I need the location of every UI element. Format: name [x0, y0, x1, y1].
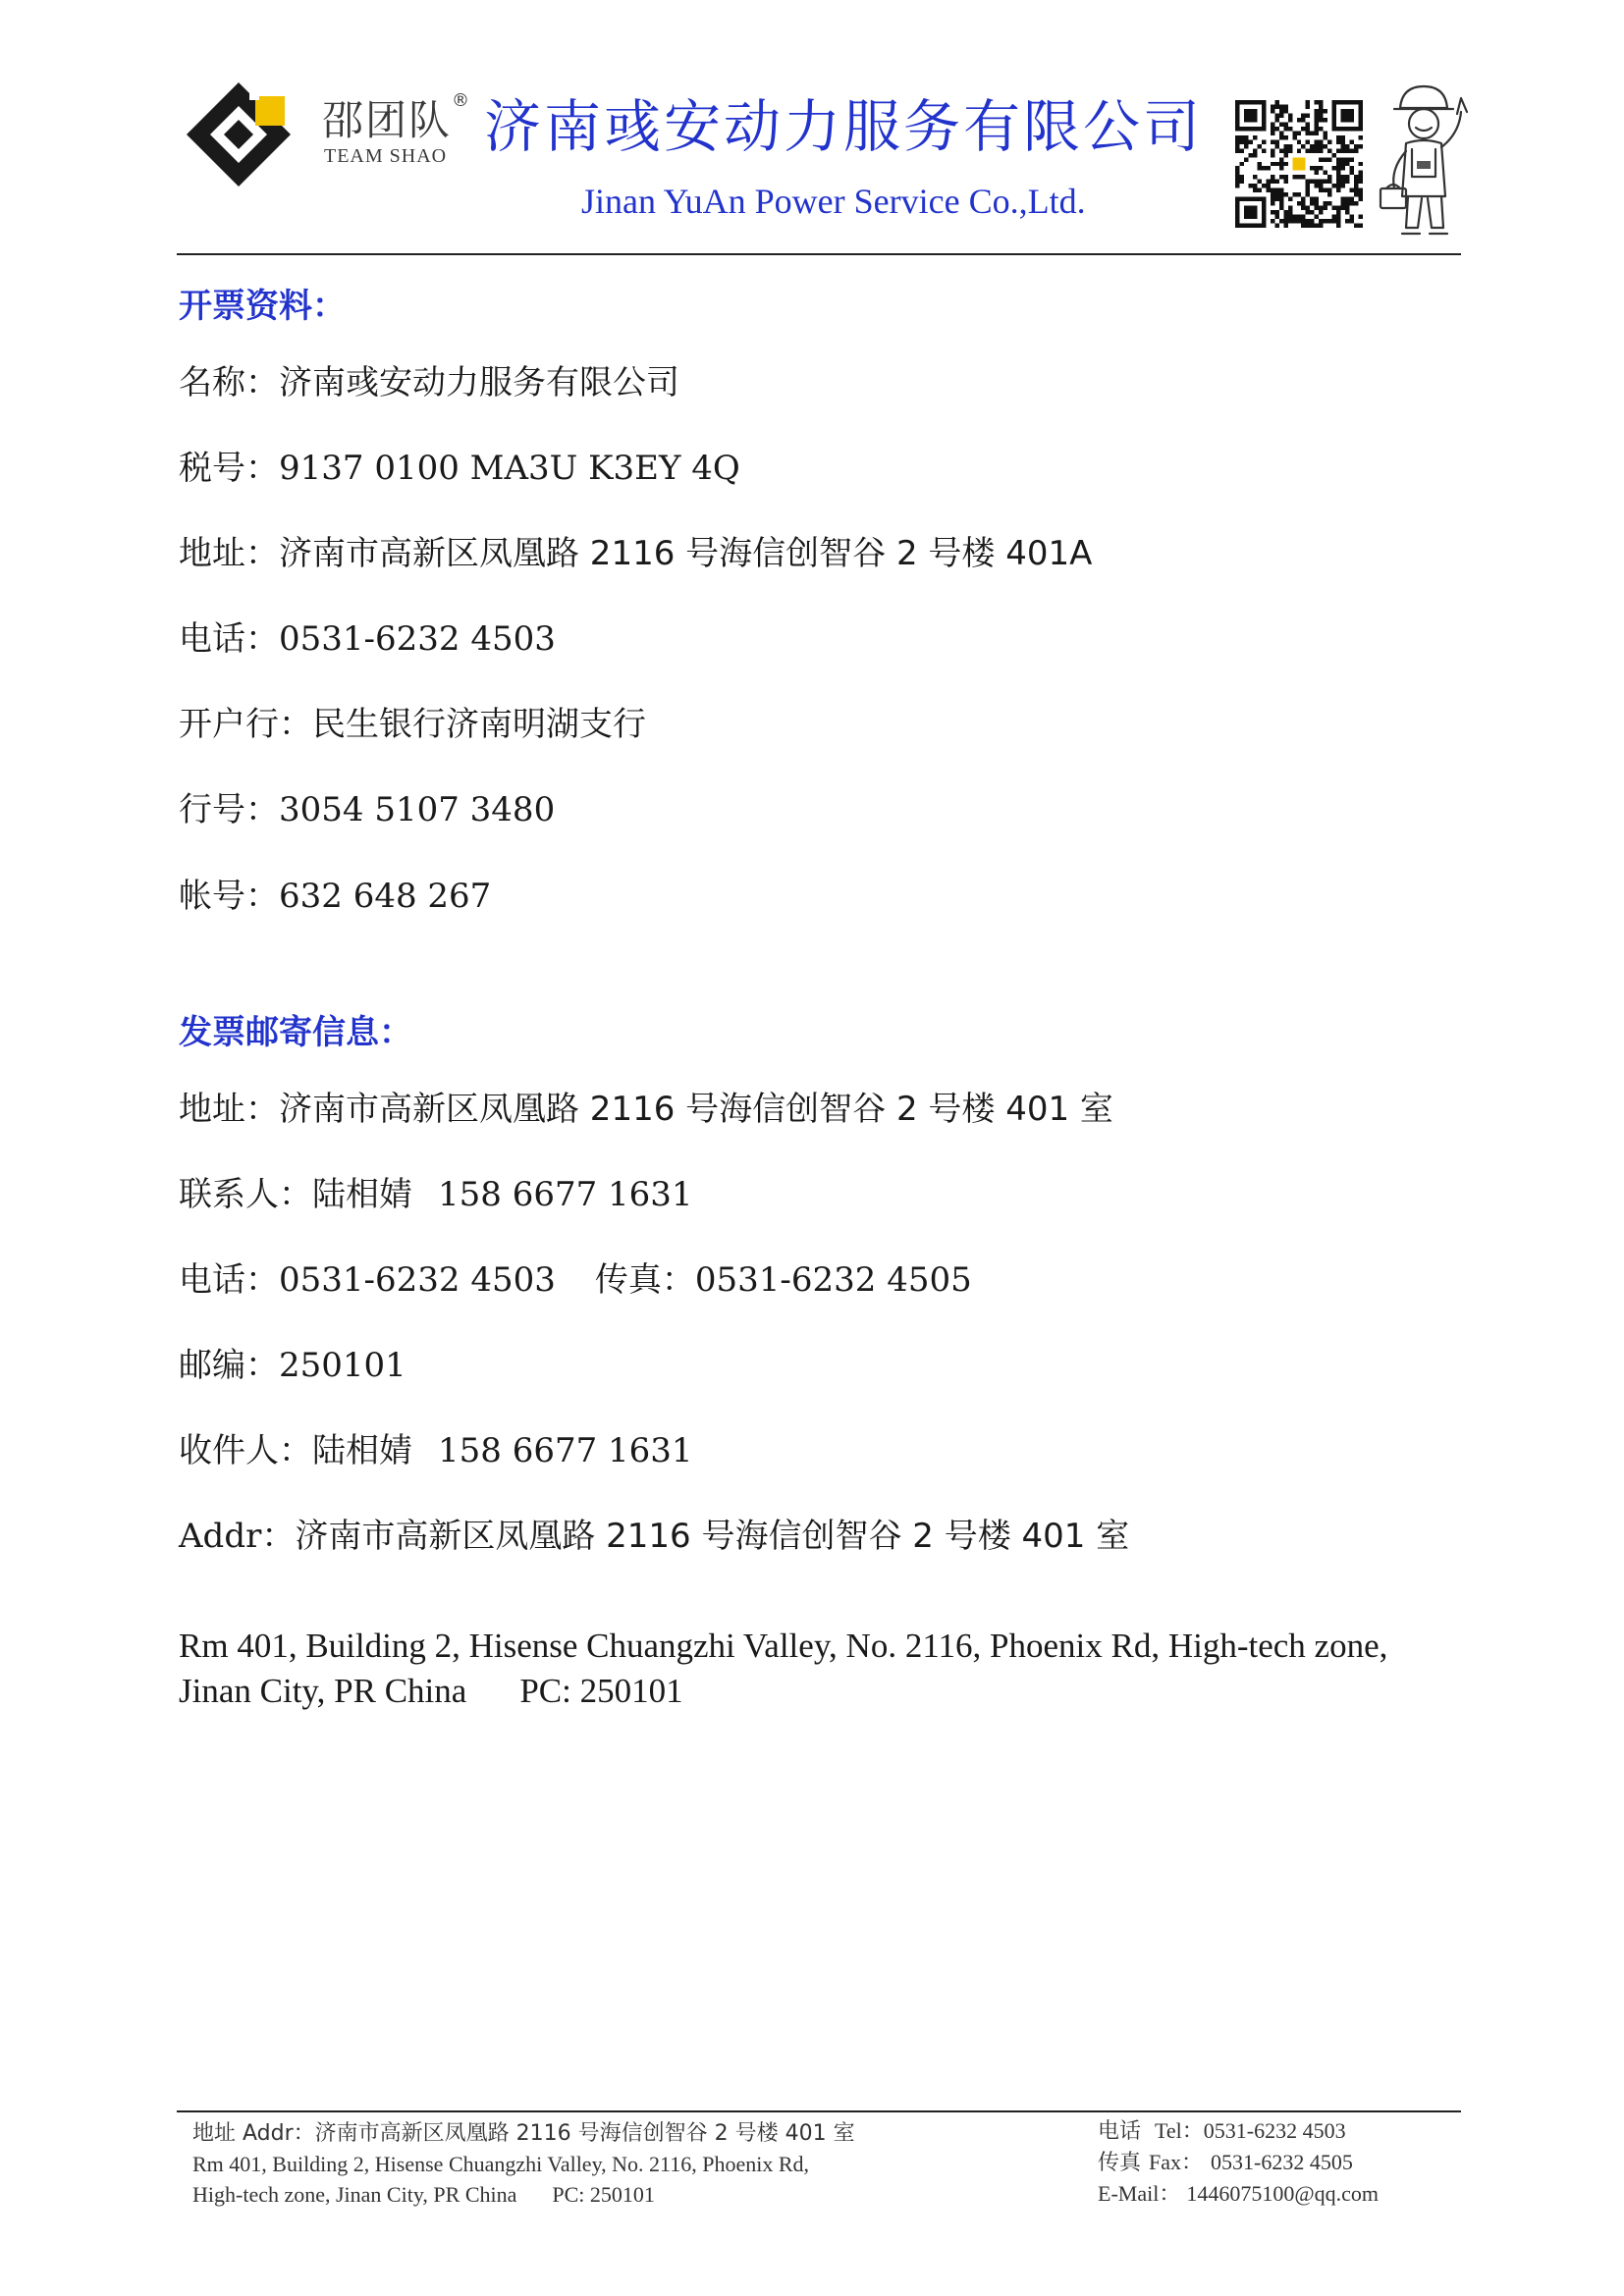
- value: 济南市高新区凤凰路 2116 号海信创智谷 2 号楼 401 室: [295, 1517, 1130, 1556]
- mailing-recipient-row: [179, 1431, 693, 1471]
- contact-phone: 158 6677 1631: [438, 1175, 693, 1214]
- header-divider: [177, 253, 1461, 255]
- value: 9137 0100 MA3U K3EY 4Q: [279, 449, 740, 488]
- qr-code-icon: [1235, 100, 1363, 228]
- english-address-line-1: Rm 401, Building 2, Hisense Chuangzhi Valley, No. 2116, Phoenix Rd, High-tech zone,: [179, 1627, 1388, 1665]
- mailing-contact-row: [179, 1175, 693, 1215]
- phone-value: 0531-6232 4503: [279, 1260, 556, 1300]
- recipient-phone: 158 6677 1631: [438, 1431, 693, 1470]
- footer-email: E-Mail： 1446075100@qq.com: [1098, 2181, 1379, 2206]
- mascot-worker-icon: [1373, 79, 1481, 241]
- footer-divider: [177, 2110, 1461, 2112]
- invoice-info-title: 开票资料：: [179, 287, 346, 326]
- company-name-english: Jinan YuAn Power Service Co.,Ltd.: [581, 182, 1086, 221]
- contact-name: 陆相婧: [312, 1175, 412, 1214]
- team-logo-icon: [181, 77, 297, 192]
- value: 济南市高新区凤凰路 2116 号海信创智谷 2 号楼 401 室: [279, 1090, 1113, 1129]
- invoice-bank-number-row: [179, 790, 555, 830]
- value: 民生银行济南明湖支行: [312, 705, 646, 744]
- label: 收件人：: [179, 1431, 312, 1470]
- english-address-line-2: Jinan City, PR China PC: 250101: [179, 1672, 683, 1710]
- invoice-bank-row: [179, 705, 646, 745]
- logo-chinese-name: 邵团队®: [322, 90, 472, 144]
- postcode: PC: 250101: [519, 1672, 683, 1710]
- label: 地址：: [179, 1090, 279, 1129]
- footer-contact-block: [1098, 2115, 1379, 2210]
- label: 联系人：: [179, 1175, 312, 1214]
- label: 税号：: [179, 449, 279, 488]
- value: 632 648 267: [279, 877, 492, 916]
- invoice-address-row: [179, 534, 1092, 574]
- footer-tel: 电话 Tel：0531-6232 4503: [1098, 2118, 1346, 2144]
- footer-fax: 传真 Fax： 0531-6232 4505: [1098, 2150, 1353, 2175]
- mailing-addr-row: [179, 1517, 1129, 1557]
- value: 济南彧安动力服务有限公司: [279, 363, 679, 402]
- english-address-paragraph: [179, 1624, 1387, 1714]
- fax-label: 传真：: [594, 1260, 695, 1300]
- value: 3054 5107 3480: [279, 790, 556, 829]
- label: Addr：: [179, 1517, 296, 1556]
- mailing-info-title: 发票邮寄信息：: [179, 1013, 412, 1052]
- footer-address-cn: 地址 Addr：济南市高新区凤凰路 2116 号海信创智谷 2 号楼 401 室: [192, 2121, 855, 2146]
- invoice-name-row: [179, 363, 679, 403]
- invoice-account-row: [179, 877, 491, 917]
- footer-address-block: [192, 2118, 855, 2210]
- mailing-phone-fax-row: [179, 1260, 972, 1301]
- label: 帐号：: [179, 877, 279, 916]
- value: 济南市高新区凤凰路 2116 号海信创智谷 2 号楼 401A: [279, 534, 1093, 573]
- label: 行号：: [179, 790, 279, 829]
- fax-value: 0531-6232 4505: [694, 1260, 972, 1300]
- invoice-tax-row: [179, 449, 740, 489]
- mailing-postcode-row: [179, 1346, 406, 1386]
- label: 开户行：: [179, 705, 312, 744]
- invoice-phone-row: [179, 619, 556, 660]
- recipient-name: 陆相婧: [312, 1431, 412, 1470]
- label: 电话：: [179, 619, 279, 659]
- logo-english-name: TEAM SHAO: [324, 145, 448, 167]
- label: 名称：: [179, 363, 279, 402]
- mailing-address-row: [179, 1090, 1113, 1130]
- registered-mark: ®: [452, 90, 472, 111]
- value: 250101: [279, 1346, 406, 1385]
- label: 邮编：: [179, 1346, 279, 1385]
- footer-address-en-2: High-tech zone, Jinan City, PR China PC: 250101: [192, 2182, 655, 2207]
- label: 地址：: [179, 534, 279, 573]
- value: 0531-6232 4503: [279, 619, 556, 659]
- company-name-chinese: 济南彧安动力服务有限公司: [484, 93, 1204, 160]
- label: 电话：: [179, 1260, 279, 1300]
- footer-address-en-1: Rm 401, Building 2, Hisense Chuangzhi Valley, No. 2116, Phoenix Rd,: [192, 2152, 809, 2176]
